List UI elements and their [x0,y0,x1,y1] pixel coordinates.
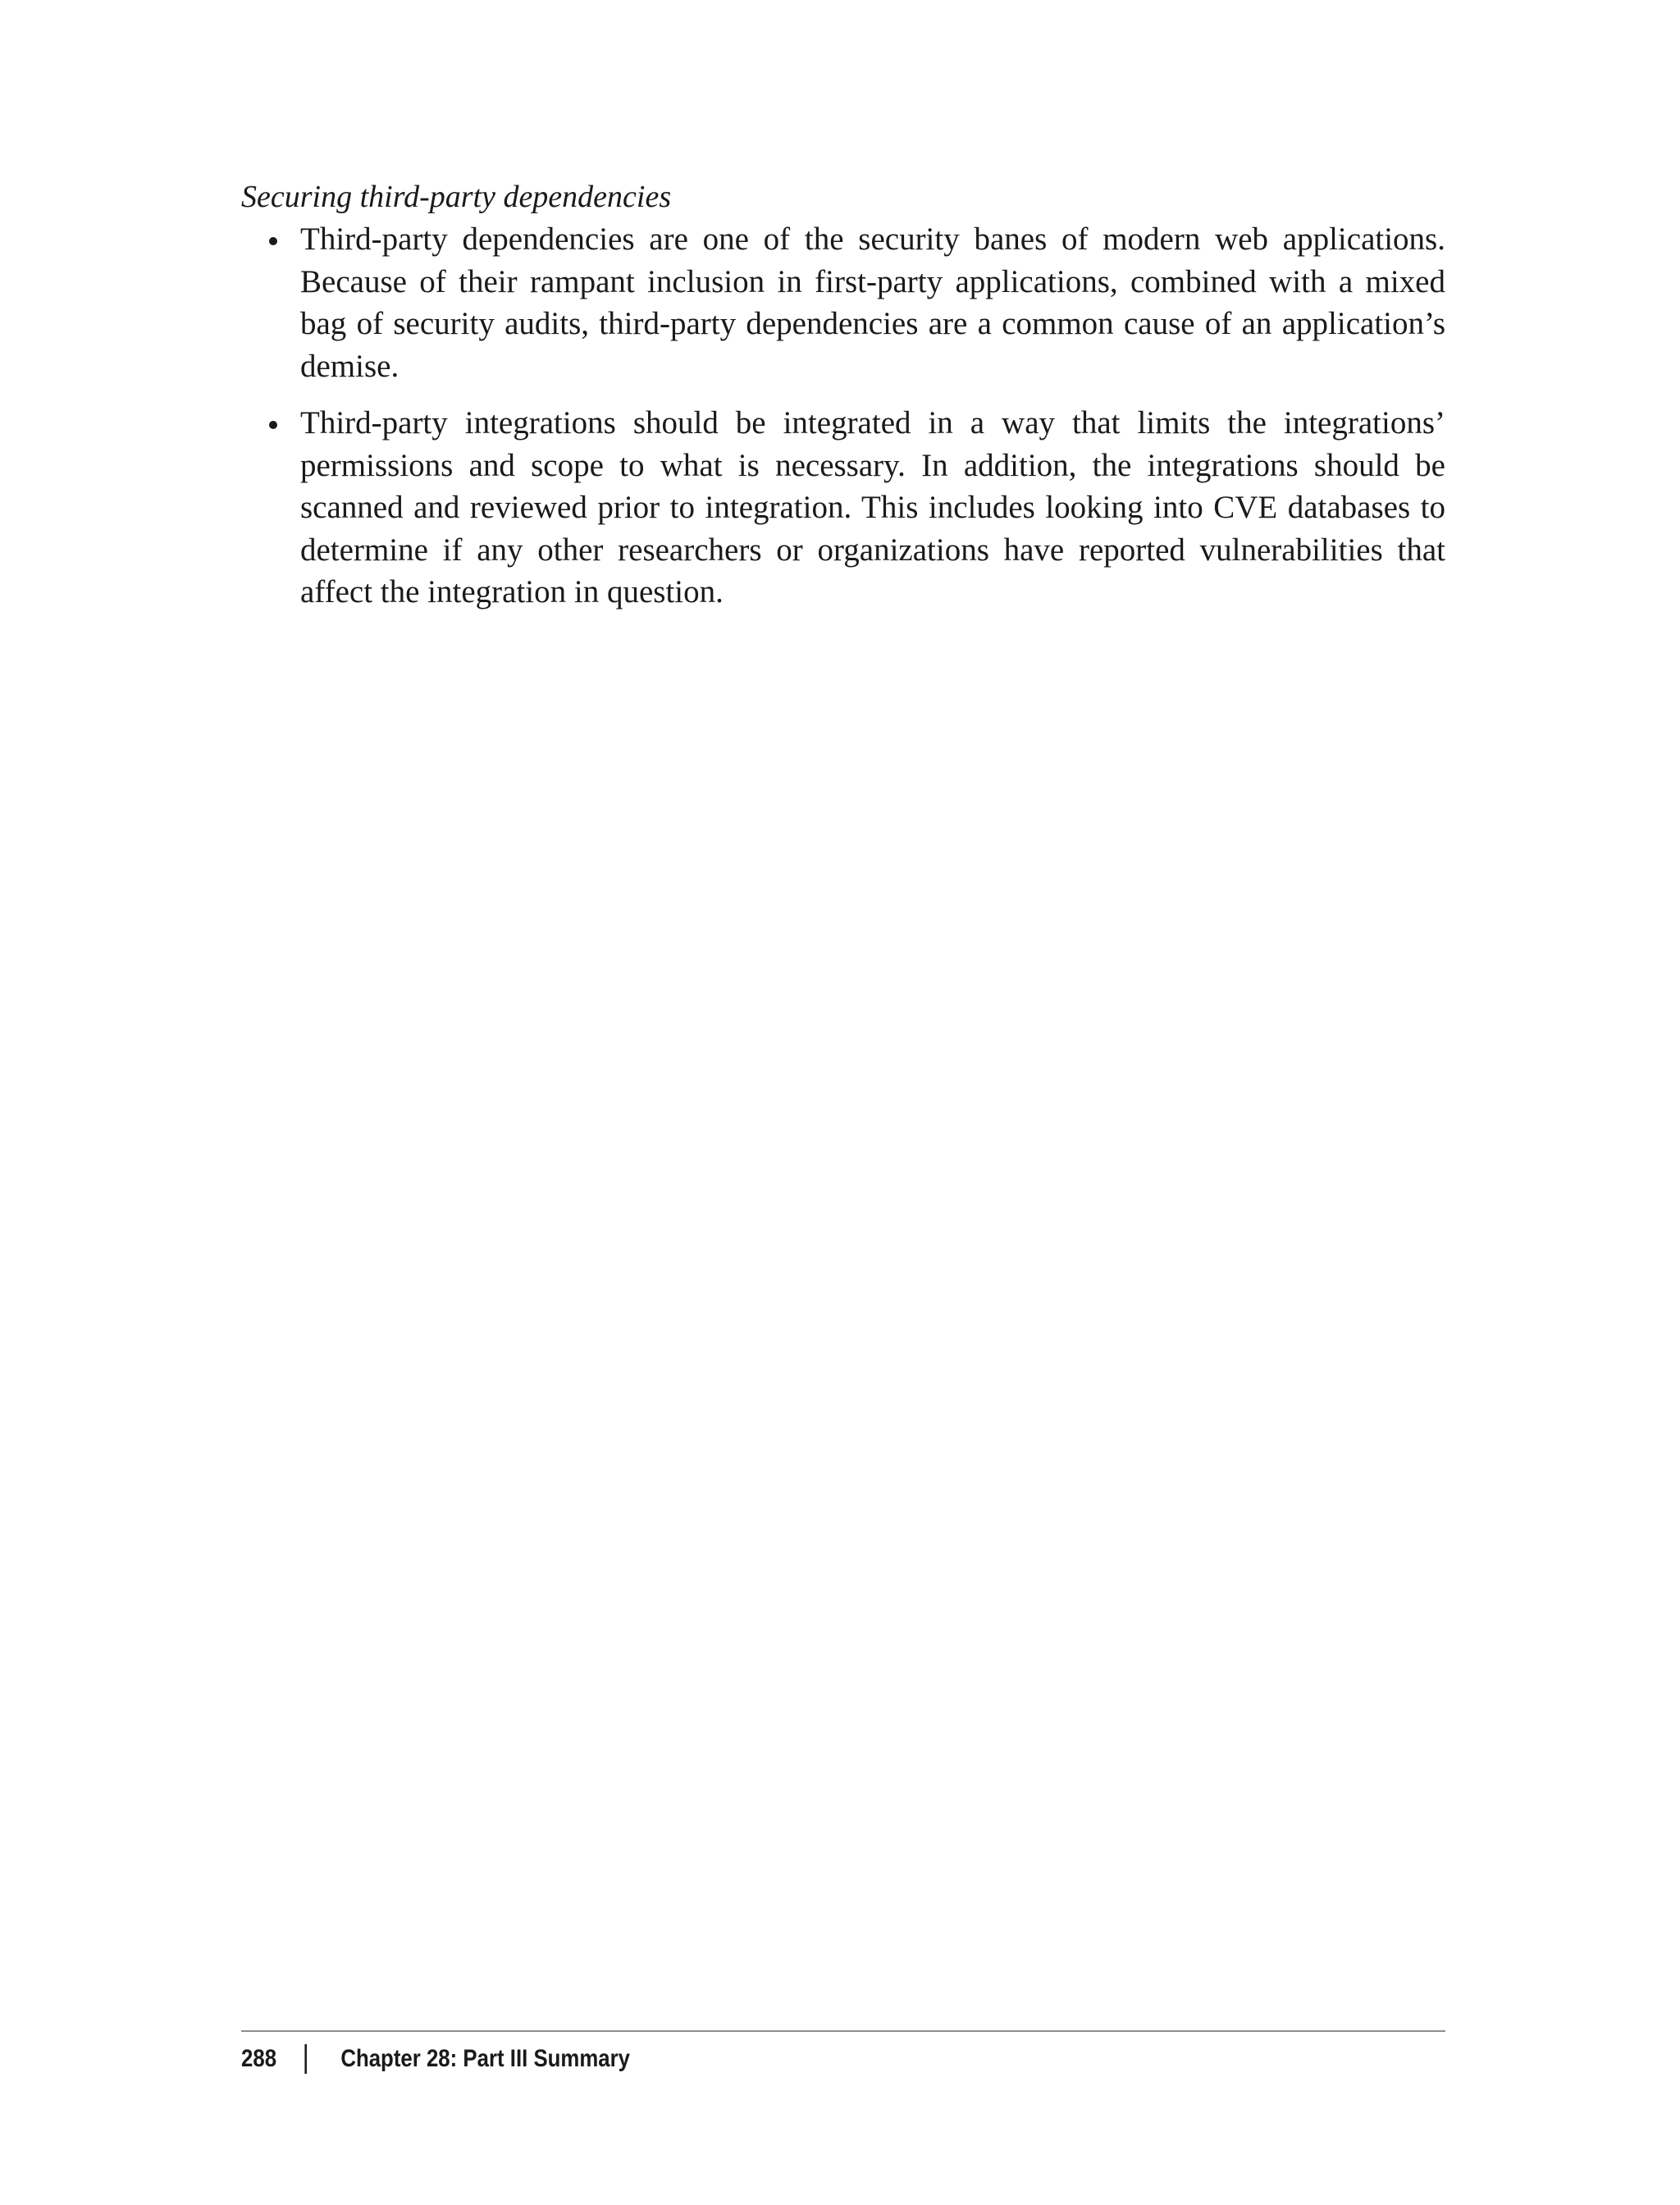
section-term: Securing third-party dependencies [241,180,672,214]
page-footer [241,2041,630,2077]
footer-separator [304,2044,307,2074]
page-number: 288 [241,2045,277,2072]
footer-divider [241,2030,1445,2032]
list-item-text: Third-party dependencies are one of the security banes of modern web applications. Because of their rampant inclusion in first-party applications, combined with a mixed bag of security audits, third-party dependencies are a common cause of an application’s demise. [300,221,1445,384]
list-item [241,218,1445,387]
main-content [241,176,1445,614]
bullet-list [241,218,1445,614]
list-item-text: Third-party integrations should be integrated in a way that limits the integrations’ permissions and scope to what is necessary. In addition, the integrations should be scanned and reviewed prior to integration. This includes looking into CVE databases to determine if any other researchers or organizations have reported vulnerabilities that affect the integration in question. [300,405,1445,609]
chapter-title: Chapter 28: Part III Summary [340,2045,631,2072]
bullet-icon [269,237,277,245]
bullet-icon [269,421,277,429]
list-item [241,402,1445,614]
